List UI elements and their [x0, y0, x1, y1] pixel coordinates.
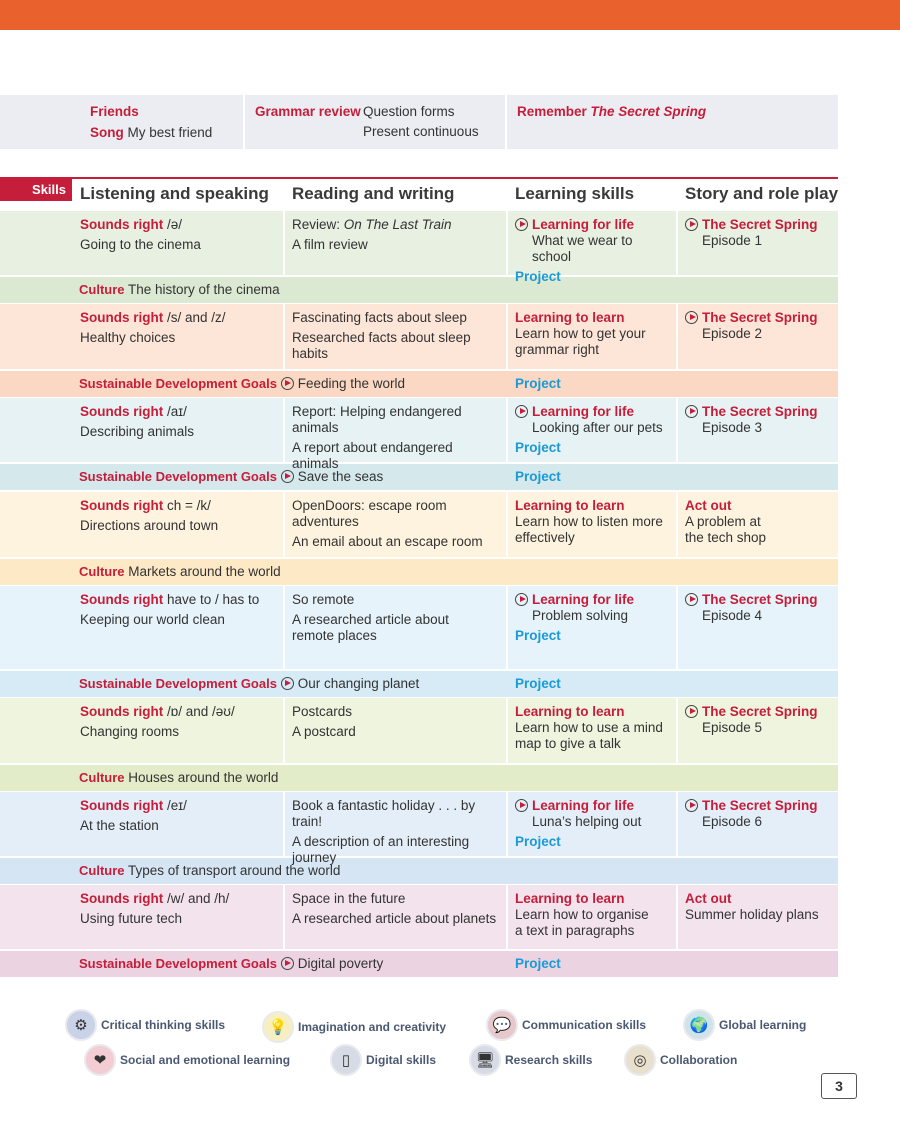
project-link[interactable]: Project	[515, 628, 561, 643]
speaking-topic: At the station	[80, 818, 159, 833]
sound-focus: /s/ and /z/	[163, 310, 226, 325]
play-circle-icon[interactable]	[685, 705, 698, 718]
speaking-topic: Describing animals	[80, 424, 195, 439]
story-heading	[685, 798, 831, 814]
listening-cell	[80, 211, 280, 253]
story-label: The Secret Spring	[702, 217, 818, 232]
sdg-label: Sustainable Development Goals	[79, 956, 277, 971]
column-divider	[506, 586, 508, 669]
learning-skill-heading	[515, 798, 671, 814]
sound-focus: /eɪ/	[163, 798, 187, 813]
story-cell	[685, 885, 835, 923]
learning-skill-label: Learning to learn	[515, 891, 625, 906]
column-divider	[676, 885, 678, 949]
sounds-right-line	[80, 310, 276, 326]
writing-task: A report about endangered animals	[292, 440, 453, 471]
project-link[interactable]: Project	[515, 834, 561, 849]
story-label: Act out	[685, 498, 732, 513]
friends-label: Friends	[90, 104, 139, 119]
heart-icon: ❤	[84, 1044, 116, 1076]
play-circle-icon[interactable]	[685, 311, 698, 324]
story-heading	[685, 310, 831, 326]
story-heading	[685, 592, 831, 608]
reading-text-title	[292, 310, 500, 326]
page-number: 3	[821, 1073, 857, 1099]
story-heading	[685, 404, 831, 420]
writing-task: Researched facts about sleep habits	[292, 330, 471, 361]
play-circle-icon[interactable]	[515, 405, 528, 418]
story-cell	[685, 586, 835, 624]
column-divider	[506, 492, 508, 557]
writing-task-cont: journey	[292, 850, 337, 865]
legend-item	[65, 1009, 225, 1041]
sub-row-project-link[interactable]: Project	[515, 376, 561, 391]
play-circle-icon[interactable]	[685, 218, 698, 231]
culture-label: Culture	[79, 770, 125, 785]
sdg-label: Sustainable Development Goals	[79, 676, 277, 691]
reading-text-title	[292, 592, 500, 608]
reading-cell	[292, 792, 504, 866]
learning-skill-heading	[515, 217, 671, 233]
learning-skill-topic: Learn how to organise	[515, 907, 649, 922]
sound-focus: ch = /k/	[163, 498, 211, 513]
sound-focus: /w/ and /h/	[163, 891, 230, 906]
story-heading	[685, 891, 831, 907]
story-label: The Secret Spring	[702, 310, 818, 325]
story-cell	[685, 792, 835, 830]
learning-skills-cell	[515, 885, 675, 939]
column-divider	[283, 211, 285, 275]
reading-cell	[292, 885, 504, 927]
speaking-topic: Going to the cinema	[80, 237, 201, 252]
sub-row-content	[79, 765, 499, 786]
header-story: Story and role play	[685, 184, 839, 203]
column-divider	[506, 792, 508, 856]
sounds-right-line	[80, 217, 276, 233]
sounds-right-label: Sounds right	[80, 498, 164, 513]
song-label: Song	[90, 125, 124, 140]
grammar-review-label: Grammar review	[255, 104, 361, 119]
sub-row-content	[79, 951, 499, 972]
brain-gears-icon: ⚙	[65, 1009, 97, 1041]
sounds-right-line	[80, 592, 276, 608]
reading-cell	[292, 211, 504, 253]
sub-row-topic: The history of the cinema	[128, 282, 280, 297]
learning-skills-cell	[515, 698, 675, 752]
legend-label: Collaboration	[660, 1053, 738, 1067]
learning-skill-heading	[515, 498, 671, 514]
project-link[interactable]: Project	[515, 269, 561, 284]
learning-skill-label: Learning for life	[532, 404, 635, 419]
sound-focus: /aɪ/	[163, 404, 187, 419]
reading-cell	[292, 492, 504, 550]
sound-focus: have to / has to	[163, 592, 260, 607]
story-episode: Episode 5	[702, 720, 763, 735]
learning-skills-cell	[515, 492, 675, 546]
story-episode: Episode 4	[702, 608, 763, 623]
sub-row-content	[79, 464, 499, 485]
story-heading	[685, 704, 831, 720]
column-divider	[283, 492, 285, 557]
reading-title-text: So remote	[292, 592, 355, 607]
writing-task: A researched article about planets	[292, 911, 497, 926]
column-divider	[283, 586, 285, 669]
sounds-right-line	[80, 798, 276, 814]
reading-title-text: Postcards	[292, 704, 353, 719]
sub-row-topic: Our changing planet	[297, 676, 420, 691]
top-accent-bar	[0, 0, 900, 30]
grammar-item-1: Question forms	[363, 104, 455, 119]
story-cell	[685, 492, 835, 546]
reading-text-title	[292, 891, 500, 907]
learning-skill-topic: Learn how to use a mind	[515, 720, 663, 735]
learning-skills-cell	[515, 398, 675, 456]
column-divider	[676, 211, 678, 275]
story-cell	[685, 211, 835, 249]
sounds-right-label: Sounds right	[80, 217, 164, 232]
sub-row-topic: Houses around the world	[128, 770, 279, 785]
culture-label: Culture	[79, 282, 125, 297]
legend-item	[84, 1044, 290, 1076]
sounds-right-line	[80, 404, 276, 420]
learning-skill-heading	[515, 592, 671, 608]
reading-title-text: Fascinating facts about sleep	[292, 310, 467, 325]
learning-skills-cell	[515, 211, 675, 285]
learning-skill-label: Learning for life	[532, 592, 635, 607]
sounds-right-label: Sounds right	[80, 404, 164, 419]
culture-label: Culture	[79, 863, 125, 878]
sounds-right-line	[80, 891, 276, 907]
column-divider	[283, 792, 285, 856]
reading-title-text: Book a fantastic holiday . . . by train!	[292, 798, 476, 829]
sounds-right-label: Sounds right	[80, 798, 164, 813]
sub-row-topic: Feeding the world	[297, 376, 406, 391]
speaking-topic: Using future tech	[80, 911, 183, 926]
legend-label: Global learning	[719, 1018, 807, 1032]
reading-text-title	[292, 404, 500, 436]
reading-title-text: OpenDoors: escape room	[292, 498, 447, 513]
story-heading	[685, 498, 831, 514]
sound-focus: /ɒ/ and /əʊ/	[163, 704, 235, 719]
writing-task: A description of an interesting	[292, 834, 470, 849]
learning-skill-label: Learning to learn	[515, 704, 625, 719]
column-divider	[506, 304, 508, 369]
reading-text-title	[292, 798, 500, 830]
tablet-icon: ▯	[330, 1044, 362, 1076]
song-line	[90, 125, 212, 140]
header-reading: Reading and writing	[292, 184, 455, 203]
learning-skill-heading	[515, 704, 671, 720]
play-circle-icon[interactable]	[685, 405, 698, 418]
learning-skill-label: Learning to learn	[515, 310, 625, 325]
listening-cell	[80, 586, 280, 628]
writing-task: A postcard	[292, 724, 356, 739]
legend-item	[262, 1011, 446, 1043]
play-circle-icon[interactable]	[685, 799, 698, 812]
legend-item	[624, 1044, 737, 1076]
remember-line	[517, 104, 706, 119]
sub-row-topic: Save the seas	[297, 469, 384, 484]
reading-text-title	[292, 498, 500, 514]
listening-cell	[80, 698, 280, 740]
lightbulb-icon: 💡	[262, 1011, 294, 1043]
intro-strip	[0, 95, 838, 149]
legend-item	[486, 1009, 646, 1041]
listening-cell	[80, 492, 280, 534]
story-episode: A problem at	[685, 514, 761, 529]
listening-cell	[80, 398, 280, 440]
legend-label: Social and emotional learning	[120, 1053, 291, 1067]
sub-row-topic: Types of transport around the world	[128, 863, 341, 878]
sub-row-topic: Digital poverty	[297, 956, 384, 971]
column-divider	[283, 304, 285, 369]
sounds-right-line	[80, 704, 276, 720]
legend-label: Imagination and creativity	[298, 1020, 447, 1034]
intro-cell-friends	[0, 95, 243, 149]
play-circle-icon[interactable]	[281, 677, 294, 690]
sdg-label: Sustainable Development Goals	[79, 376, 277, 391]
column-divider	[676, 304, 678, 369]
reading-cell	[292, 698, 504, 740]
sub-row-content	[79, 671, 499, 692]
speech-bubbles-icon: 💬	[486, 1009, 518, 1041]
culture-label: Culture	[79, 564, 125, 579]
learning-skill-topic: Learn how to listen more	[515, 514, 663, 529]
speaking-topic: Changing rooms	[80, 724, 180, 739]
learning-skill-topic-cont: grammar right	[515, 342, 600, 357]
story-label: The Secret Spring	[702, 404, 818, 419]
header-learning: Learning skills	[515, 184, 635, 203]
learning-skill-topic: Looking after our pets	[532, 420, 663, 435]
reading-title-italic: On The Last Train	[343, 217, 452, 232]
sound-focus: /ə/	[163, 217, 183, 232]
learning-skill-heading	[515, 891, 671, 907]
sdg-label: Sustainable Development Goals	[79, 469, 277, 484]
learning-skill-topic: Luna’s helping out	[532, 814, 642, 829]
play-circle-icon[interactable]	[515, 218, 528, 231]
learning-skills-cell	[515, 304, 675, 358]
column-divider	[676, 492, 678, 557]
project-link[interactable]: Project	[515, 440, 561, 455]
globe-icon: 🌍	[683, 1009, 715, 1041]
story-cell	[685, 304, 835, 342]
play-circle-icon[interactable]	[685, 593, 698, 606]
legend-label: Digital skills	[366, 1053, 437, 1067]
writing-task-cont: remote places	[292, 628, 377, 643]
collaboration-circle-icon: ◎	[624, 1044, 656, 1076]
story-cell	[685, 398, 835, 436]
sounds-right-line	[80, 498, 276, 514]
learning-skill-heading	[515, 310, 671, 326]
reading-cell	[292, 304, 504, 362]
play-circle-icon[interactable]	[281, 377, 294, 390]
sub-row-project-link[interactable]: Project	[515, 676, 561, 691]
learning-skill-topic: Learn how to get your	[515, 326, 646, 341]
sub-row-content	[79, 371, 499, 392]
column-divider	[676, 792, 678, 856]
learning-skill-label: Learning for life	[532, 217, 635, 232]
sub-row-content	[79, 858, 499, 879]
learning-skill-heading	[515, 404, 671, 420]
sounds-right-label: Sounds right	[80, 704, 164, 719]
column-divider	[506, 211, 508, 275]
legend-item	[683, 1009, 806, 1041]
column-divider	[676, 586, 678, 669]
column-divider	[676, 398, 678, 462]
column-divider	[506, 698, 508, 763]
story-label: The Secret Spring	[702, 704, 818, 719]
column-divider	[506, 398, 508, 462]
monitor-search-icon: 🖥	[469, 1044, 501, 1076]
column-divider	[283, 398, 285, 462]
sounds-right-label: Sounds right	[80, 891, 164, 906]
play-circle-icon[interactable]	[515, 799, 528, 812]
sub-row-content	[79, 559, 499, 580]
story-episode: Episode 2	[702, 326, 763, 341]
reading-title-text: Space in the future	[292, 891, 406, 906]
header-rule	[0, 177, 838, 179]
reading-title-text: Report: Helping endangered animals	[292, 404, 462, 435]
story-cell	[685, 698, 835, 736]
header-listening: Listening and speaking	[80, 184, 269, 203]
reading-cell	[292, 398, 504, 472]
learning-skill-topic-cont: a text in paragraphs	[515, 923, 635, 938]
learning-skill-topic-cont: map to give a talk	[515, 736, 621, 751]
legend-label: Research skills	[505, 1053, 593, 1067]
sub-row-project-link[interactable]: Project	[515, 469, 561, 484]
play-circle-icon[interactable]	[281, 470, 294, 483]
reading-text-title	[292, 704, 500, 720]
learning-skills-cell	[515, 586, 675, 644]
column-divider	[506, 885, 508, 949]
sub-row-content	[79, 277, 499, 298]
legend-label: Critical thinking skills	[101, 1018, 226, 1032]
play-circle-icon[interactable]	[515, 593, 528, 606]
legend-item	[469, 1044, 592, 1076]
grammar-item-2: Present continuous	[363, 124, 479, 139]
legend-label: Communication skills	[522, 1018, 647, 1032]
learning-skill-label: Learning to learn	[515, 498, 625, 513]
writing-task: A researched article about	[292, 612, 449, 627]
intro-cell-grammar	[245, 95, 505, 149]
listening-cell	[80, 885, 280, 927]
writing-task: adventures	[292, 514, 359, 529]
reading-title-text: Review:	[292, 217, 344, 232]
column-divider	[283, 698, 285, 763]
listening-cell	[80, 304, 280, 346]
remember-title: The Secret Spring	[590, 104, 707, 119]
story-episode-cont: the tech shop	[685, 530, 767, 545]
speaking-topic: Directions around town	[80, 518, 219, 533]
story-label: Act out	[685, 891, 732, 906]
writing-task: A film review	[292, 237, 368, 252]
reading-text-title	[292, 217, 500, 233]
learning-skill-label: Learning for life	[532, 798, 635, 813]
song-title: My best friend	[127, 125, 213, 140]
sub-row-project-link[interactable]: Project	[515, 956, 561, 971]
learning-skill-topic: Problem solving	[532, 608, 629, 623]
sub-row-topic: Markets around the world	[128, 564, 281, 579]
play-circle-icon[interactable]	[281, 957, 294, 970]
speaking-topic: Healthy choices	[80, 330, 176, 345]
learning-skill-topic: What we wear to school	[532, 233, 633, 264]
writing-task-cont: An email about an escape room	[292, 534, 483, 549]
story-episode: Summer holiday plans	[685, 907, 819, 922]
story-label: The Secret Spring	[702, 798, 818, 813]
sounds-right-label: Sounds right	[80, 592, 164, 607]
legend-item	[330, 1044, 436, 1076]
story-label: The Secret Spring	[702, 592, 818, 607]
column-divider	[283, 885, 285, 949]
skills-tab: Skills	[0, 179, 72, 201]
learning-skill-topic-cont: effectively	[515, 530, 575, 545]
learning-skills-cell	[515, 792, 675, 850]
intro-cell-remember	[507, 95, 838, 149]
column-divider	[676, 698, 678, 763]
reading-cell	[292, 586, 504, 644]
story-episode: Episode 3	[702, 420, 763, 435]
remember-label: Remember	[517, 104, 587, 119]
sounds-right-label: Sounds right	[80, 310, 164, 325]
listening-cell	[80, 792, 280, 834]
story-episode: Episode 1	[702, 233, 763, 248]
story-heading	[685, 217, 831, 233]
speaking-topic: Keeping our world clean	[80, 612, 225, 627]
story-episode: Episode 6	[702, 814, 763, 829]
